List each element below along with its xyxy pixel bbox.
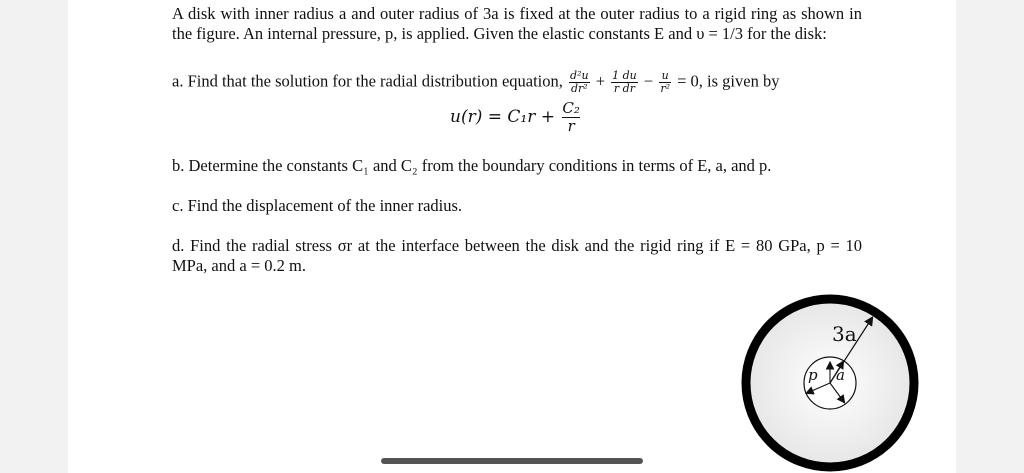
part-d: d. Find the radial stress σr at the interface between the disk and the rigid ring if E = 80 GPa, p = 10 MPa, and a = 0.2 m.: [172, 236, 862, 275]
part-a-text-after: = 0, is given by: [677, 71, 780, 91]
part-a: [172, 70, 862, 95]
document-page: [68, 0, 956, 473]
home-indicator-bar[interactable]: [381, 458, 643, 464]
plus-sign: +: [595, 71, 606, 91]
disk-figure: [740, 290, 930, 473]
fraction-numerator: d²u: [570, 69, 589, 82]
problem-intro: A disk with inner radius a and outer radius of 3a is fixed at the outer radius to a rigid ring as shown in the figure. An internal pressure, p, is applied. Given the elastic constants E and υ = 1/3 for the disk:: [172, 4, 862, 43]
minus-sign: −: [643, 71, 654, 91]
fraction-denominator: dr²: [570, 82, 588, 95]
fraction-1-r-du-dr: [611, 70, 638, 95]
part-a-text-before: a. Find that the solution for the radial distribution equation,: [172, 71, 563, 91]
fraction-numerator: C₂: [562, 99, 580, 117]
fraction-denominator: r: [567, 117, 575, 135]
solution-equation: [450, 100, 650, 135]
part-c: c. Find the displacement of the inner radius.: [172, 196, 463, 215]
inner-radius-label: a: [836, 366, 845, 384]
fraction-c2-r: [562, 100, 580, 135]
fraction-denominator: r²: [660, 82, 670, 95]
outer-radius-label: 3a: [832, 322, 857, 346]
fraction-denominator: r dr: [613, 82, 635, 95]
fraction-u-r2: [659, 70, 671, 95]
fraction-numerator: u: [659, 70, 671, 83]
pressure-label: p: [808, 366, 818, 384]
fraction-d2u-dr2: [569, 70, 590, 95]
part-b: b. Determine the constants C₁ and C₂ from the boundary conditions in terms of E, a, and p.: [172, 156, 772, 175]
fraction-numerator: 1 du: [612, 69, 637, 82]
solution-lhs: u(r) = C₁r +: [450, 107, 555, 127]
